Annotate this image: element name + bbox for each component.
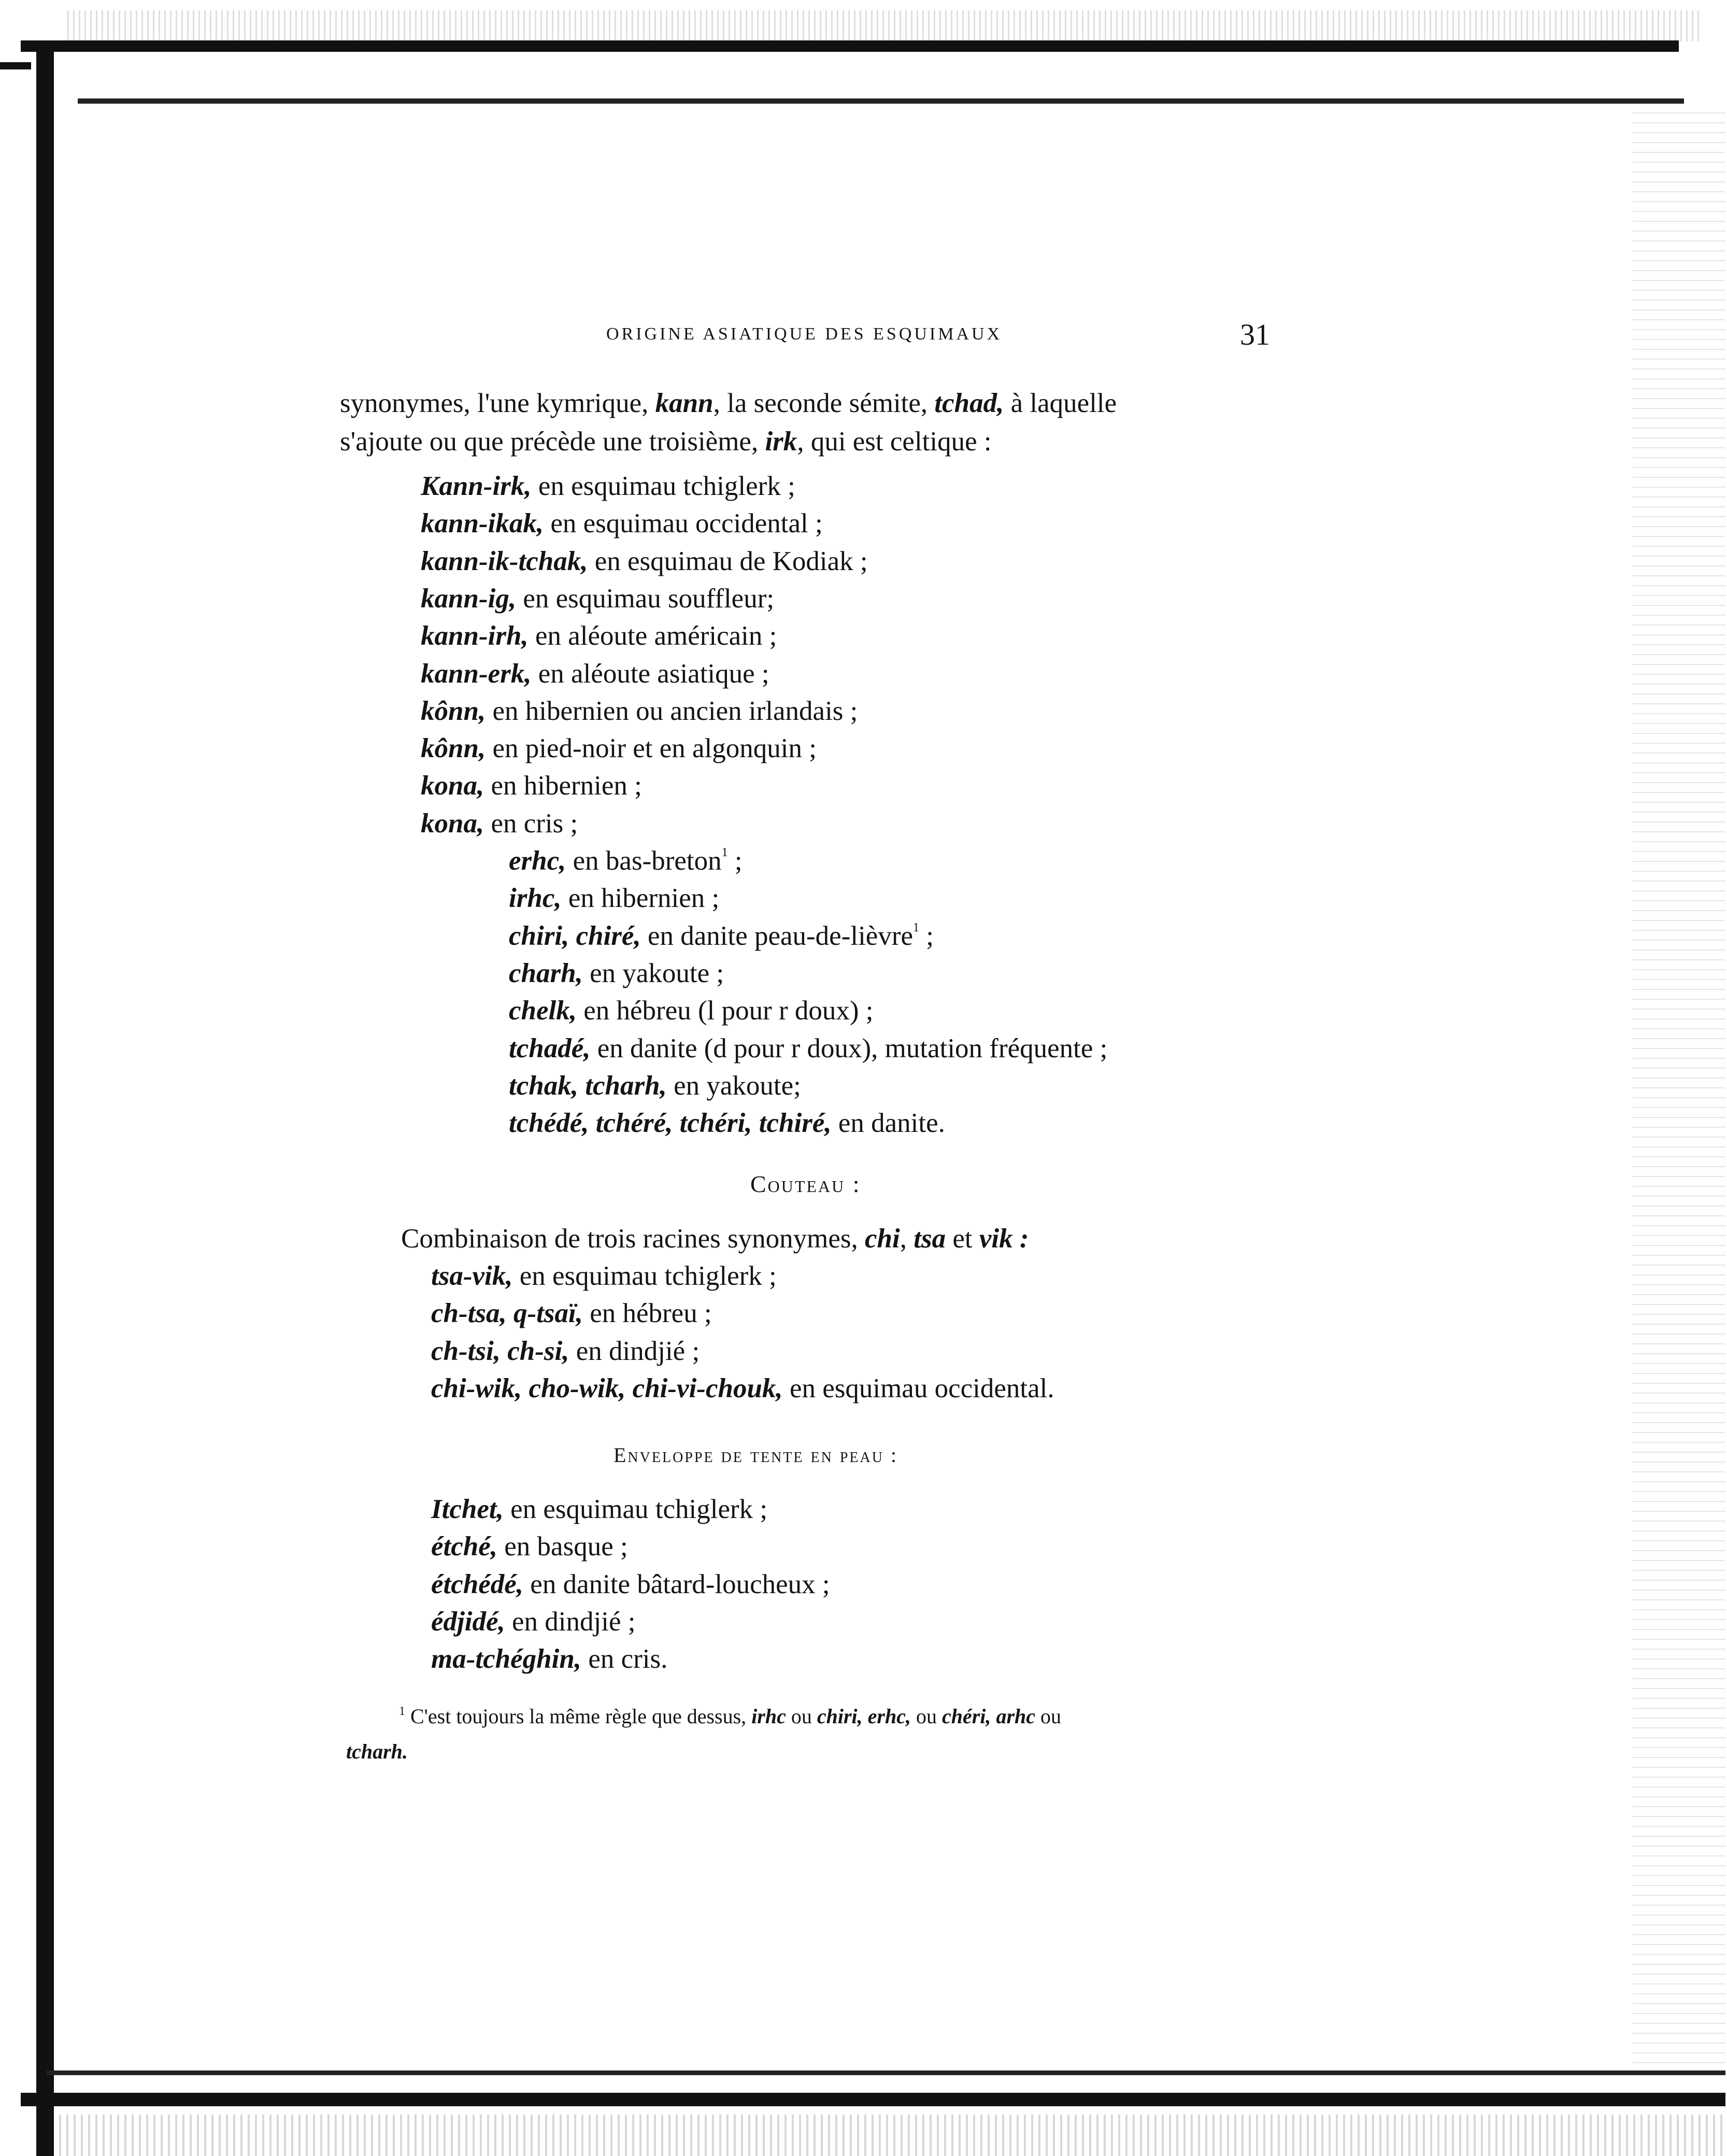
- list-item-word: édjidé,: [431, 1606, 505, 1637]
- list-item-end: ;: [919, 920, 934, 951]
- list-item: [431, 1300, 712, 1327]
- running-head: ORIGINE ASIATIQUE DES ESQUIMAUX: [606, 324, 1003, 344]
- list-item-gloss: en esquimau souffleur;: [516, 583, 775, 614]
- list-item-word: charh,: [509, 958, 583, 988]
- list-item-word: tchak, tcharh,: [509, 1070, 667, 1101]
- couteau-intro: Combinaison de trois racines synonymes, chi, tsa et vik :: [401, 1224, 1029, 1254]
- list-item: [509, 847, 743, 875]
- list-item-word: Kann-irk,: [421, 471, 532, 501]
- list-item: [509, 1035, 1107, 1062]
- list-item-end: ;: [727, 846, 743, 876]
- list-item-gloss: en hibernien ou ancien irlandais ;: [486, 696, 858, 726]
- list-item-gloss: en hibernien ;: [484, 771, 642, 801]
- list-item-gloss: en esquimau tchiglerk ;: [531, 471, 795, 501]
- list-item: [421, 548, 868, 575]
- list-item-word: chiri, chiré,: [509, 920, 641, 951]
- list-item: [421, 735, 817, 762]
- list-item-gloss: en esquimau tchiglerk ;: [512, 1261, 777, 1291]
- footnote-line-1: $^1$ C'est toujours la même règle que dessus, irhc ou chiri, erhc, ou chéri, arhc ou: [399, 1705, 1062, 1728]
- list-item: [431, 1608, 635, 1636]
- list-item-gloss: en esquimau occidental.: [782, 1373, 1054, 1403]
- list-item-word: kann-irh,: [421, 621, 529, 651]
- list-item-word: kônn,: [421, 696, 486, 726]
- list-item: [431, 1496, 767, 1523]
- border-top: [21, 40, 1679, 52]
- border-bottom-rule: [47, 2070, 1725, 2075]
- list-item-gloss: en danite bâtard-loucheux ;: [523, 1569, 830, 1599]
- intro-line-1: synonymes, l'une kymrique, kann, la seconde sémite, tchad, à laquelle: [340, 388, 1117, 418]
- list-item-gloss: en bas-breton: [566, 846, 722, 876]
- list-item-gloss: en esquimau tchiglerk ;: [503, 1494, 768, 1524]
- list-item-word: kann-ig,: [421, 583, 517, 614]
- list-item: [431, 1263, 777, 1290]
- list-item: [431, 1533, 628, 1561]
- list-item-gloss: en danite (d pour r doux), mutation fréquente ;: [590, 1033, 1108, 1063]
- list-item-gloss: en esquimau de Kodiak ;: [588, 546, 868, 576]
- list-item-gloss: en yakoute ;: [582, 958, 724, 988]
- list-item-word: kônn,: [421, 733, 486, 764]
- list-item-word: ma-tchéghin,: [431, 1644, 582, 1675]
- scan-noise-bottom: [52, 2115, 1725, 2156]
- list-item: [509, 960, 724, 987]
- list-item-gloss: en dindjié ;: [505, 1606, 636, 1637]
- border-left: [36, 49, 54, 2156]
- list-item-word: kona,: [421, 771, 484, 801]
- list-item-word: étchédé,: [431, 1569, 524, 1599]
- list-item: [509, 1110, 945, 1137]
- list-item: [421, 510, 823, 537]
- list-item: [421, 660, 769, 688]
- list-item-word: kann-erk,: [421, 658, 532, 689]
- list-item: [421, 622, 777, 650]
- list-item-gloss: en cris ;: [484, 808, 578, 839]
- list-item-word: tchédé, tchéré, tchéri, tchiré,: [509, 1108, 832, 1139]
- list-item-word: ch-tsa, q-tsaï,: [431, 1298, 583, 1329]
- list-item: [431, 1375, 1054, 1402]
- list-item-word: erhc,: [509, 846, 566, 876]
- list-item-gloss: en basque ;: [497, 1531, 628, 1562]
- list-item-gloss: en yakoute;: [666, 1070, 801, 1101]
- list-item-word: étché,: [431, 1531, 498, 1562]
- footnote-line-2: tcharh.: [346, 1740, 408, 1763]
- list-item-gloss: en esquimau occidental ;: [544, 508, 823, 539]
- heading-couteau: Couteau :: [750, 1171, 861, 1197]
- list-item: [421, 585, 774, 613]
- list-item-word: chi-wik, cho-wik, chi-vi-chouk,: [431, 1373, 783, 1403]
- list-item-word: tsa-vik,: [431, 1261, 513, 1291]
- list-item-word: tchadé,: [509, 1033, 591, 1063]
- list-item: [431, 1338, 700, 1365]
- list-item-gloss: en dindjié ;: [569, 1336, 700, 1366]
- list-item-word: chelk,: [509, 996, 577, 1026]
- page-number: 31: [1240, 318, 1270, 351]
- list-item-word: kann-ik-tchak,: [421, 546, 588, 576]
- border-bottom: [21, 2093, 1725, 2106]
- list-item: [509, 885, 719, 912]
- scan-noise-right: [1632, 104, 1725, 2073]
- list-item-gloss: en pied-noir et en algonquin ;: [486, 733, 817, 764]
- list-item-gloss: en aléoute asiatique ;: [531, 658, 769, 689]
- list-item-gloss: en hébreu ;: [582, 1298, 712, 1329]
- list-item-gloss: en danite.: [831, 1108, 945, 1139]
- border-top-rule: [78, 98, 1684, 104]
- list-item-word: irhc,: [509, 883, 562, 914]
- list-item-gloss: en aléoute américain ;: [528, 621, 777, 651]
- list-item: [421, 473, 795, 500]
- list-item-word: kann-ikak,: [421, 508, 544, 539]
- footnote-marker: 1: [721, 846, 728, 859]
- heading-enveloppe: Enveloppe de tente en peau :: [613, 1443, 898, 1467]
- list-item-word: kona,: [421, 808, 484, 839]
- list-item: [421, 772, 642, 800]
- list-item: [509, 997, 874, 1025]
- list-item-gloss: en danite peau-de-lièvre: [640, 920, 913, 951]
- list-item: [431, 1646, 667, 1673]
- list-item: [509, 1072, 801, 1100]
- list-item-gloss: en hibernien ;: [561, 883, 720, 914]
- scan-noise-top: [67, 10, 1700, 41]
- list-item: [431, 1571, 830, 1598]
- list-item-word: Itchet,: [431, 1494, 504, 1524]
- list-item-gloss: en cris.: [581, 1644, 668, 1675]
- border-left-notch: [0, 62, 31, 69]
- list-item: [421, 698, 858, 725]
- intro-line-2: s'ajoute ou que précède une troisième, irk, qui est celtique :: [340, 427, 992, 457]
- list-item-gloss: en hébreu (l pour r doux) ;: [577, 996, 874, 1026]
- list-item: [509, 920, 934, 951]
- list-item-word: ch-tsi, ch-si,: [431, 1336, 569, 1366]
- footnote-marker: 1: [913, 920, 919, 934]
- list-item: [421, 810, 578, 838]
